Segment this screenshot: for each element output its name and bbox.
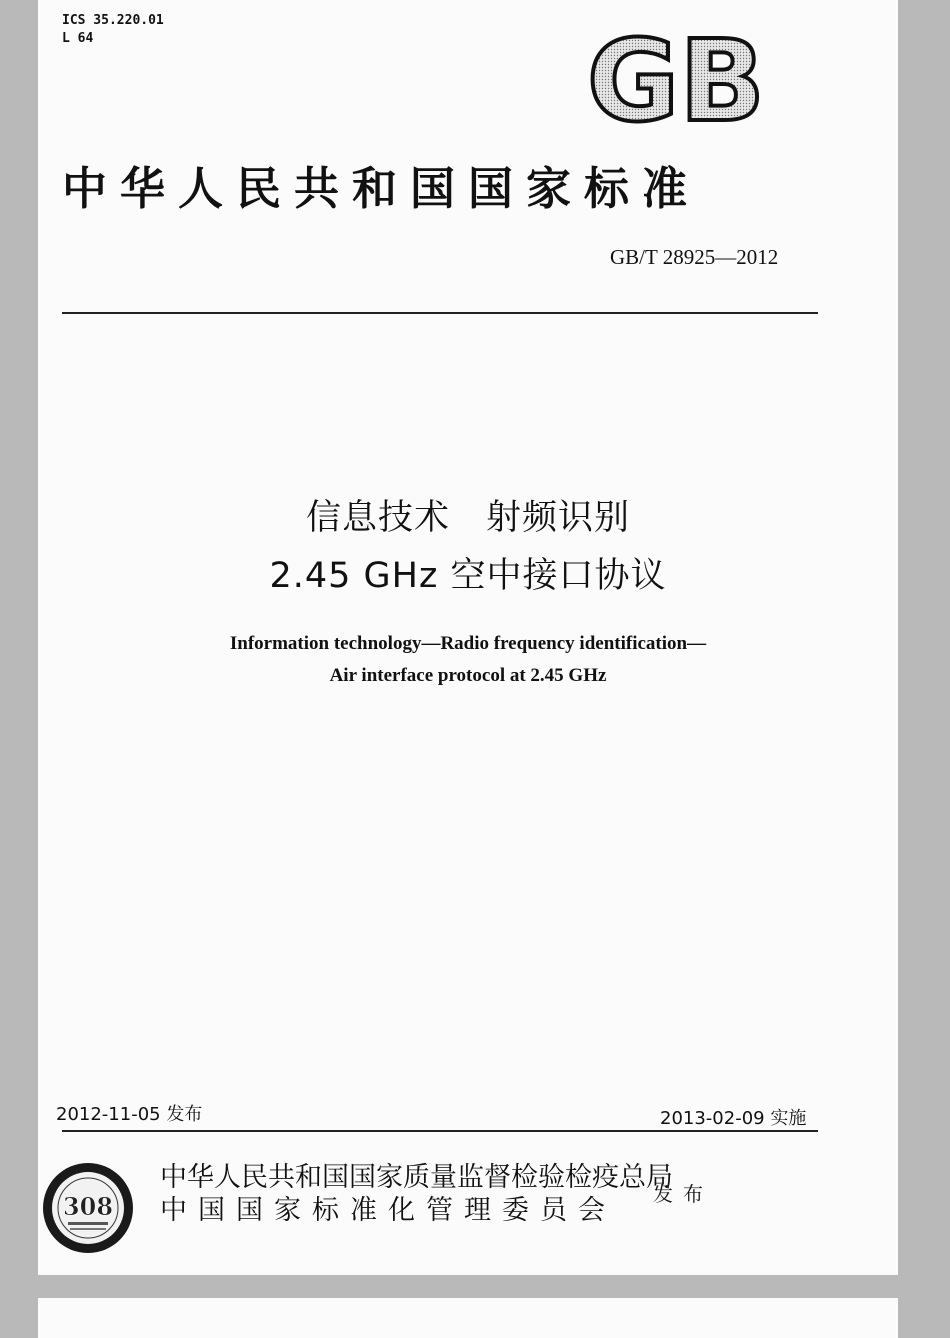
anti-counterfeit-stamp-icon — [40, 1160, 136, 1260]
english-title-line2: Air interface protocol at 2.45 GHz — [329, 665, 607, 686]
publish-label: 发布 — [653, 1182, 713, 1206]
standard-number: GB/T 28925—2012 — [610, 245, 779, 269]
document-page — [38, 0, 898, 1275]
issuer-aqsiq: 中华人民共和国国家质量监督检验检疫总局 — [160, 1162, 673, 1193]
chinese-title-line1: 信息技术 射频识别 — [305, 498, 630, 538]
svg-text:GB: GB — [587, 30, 765, 130]
implementation-date: 2013-02-09 实施 — [660, 1108, 807, 1129]
next-page-edge — [38, 1298, 898, 1338]
issue-date: 2012-11-05 发布 — [56, 1104, 203, 1125]
chinese-title-line2: 2.45 GHz 空中接口协议 — [269, 556, 667, 596]
classification-codes — [62, 12, 164, 48]
issuer-sac: 中国国家标准化管理委员会 — [160, 1195, 616, 1226]
gb-logo — [583, 30, 773, 134]
ccs-code: L 64 — [62, 31, 94, 46]
svg-text:308: 308 — [62, 1192, 114, 1221]
national-standard-title: 中华人民共和国国家标准 — [62, 162, 701, 215]
header-divider — [62, 312, 818, 314]
english-title-line1: Information technology—Radio frequency identification— — [229, 633, 707, 654]
ics-code: ICS 35.220.01 — [62, 13, 164, 28]
footer-divider — [62, 1130, 818, 1132]
